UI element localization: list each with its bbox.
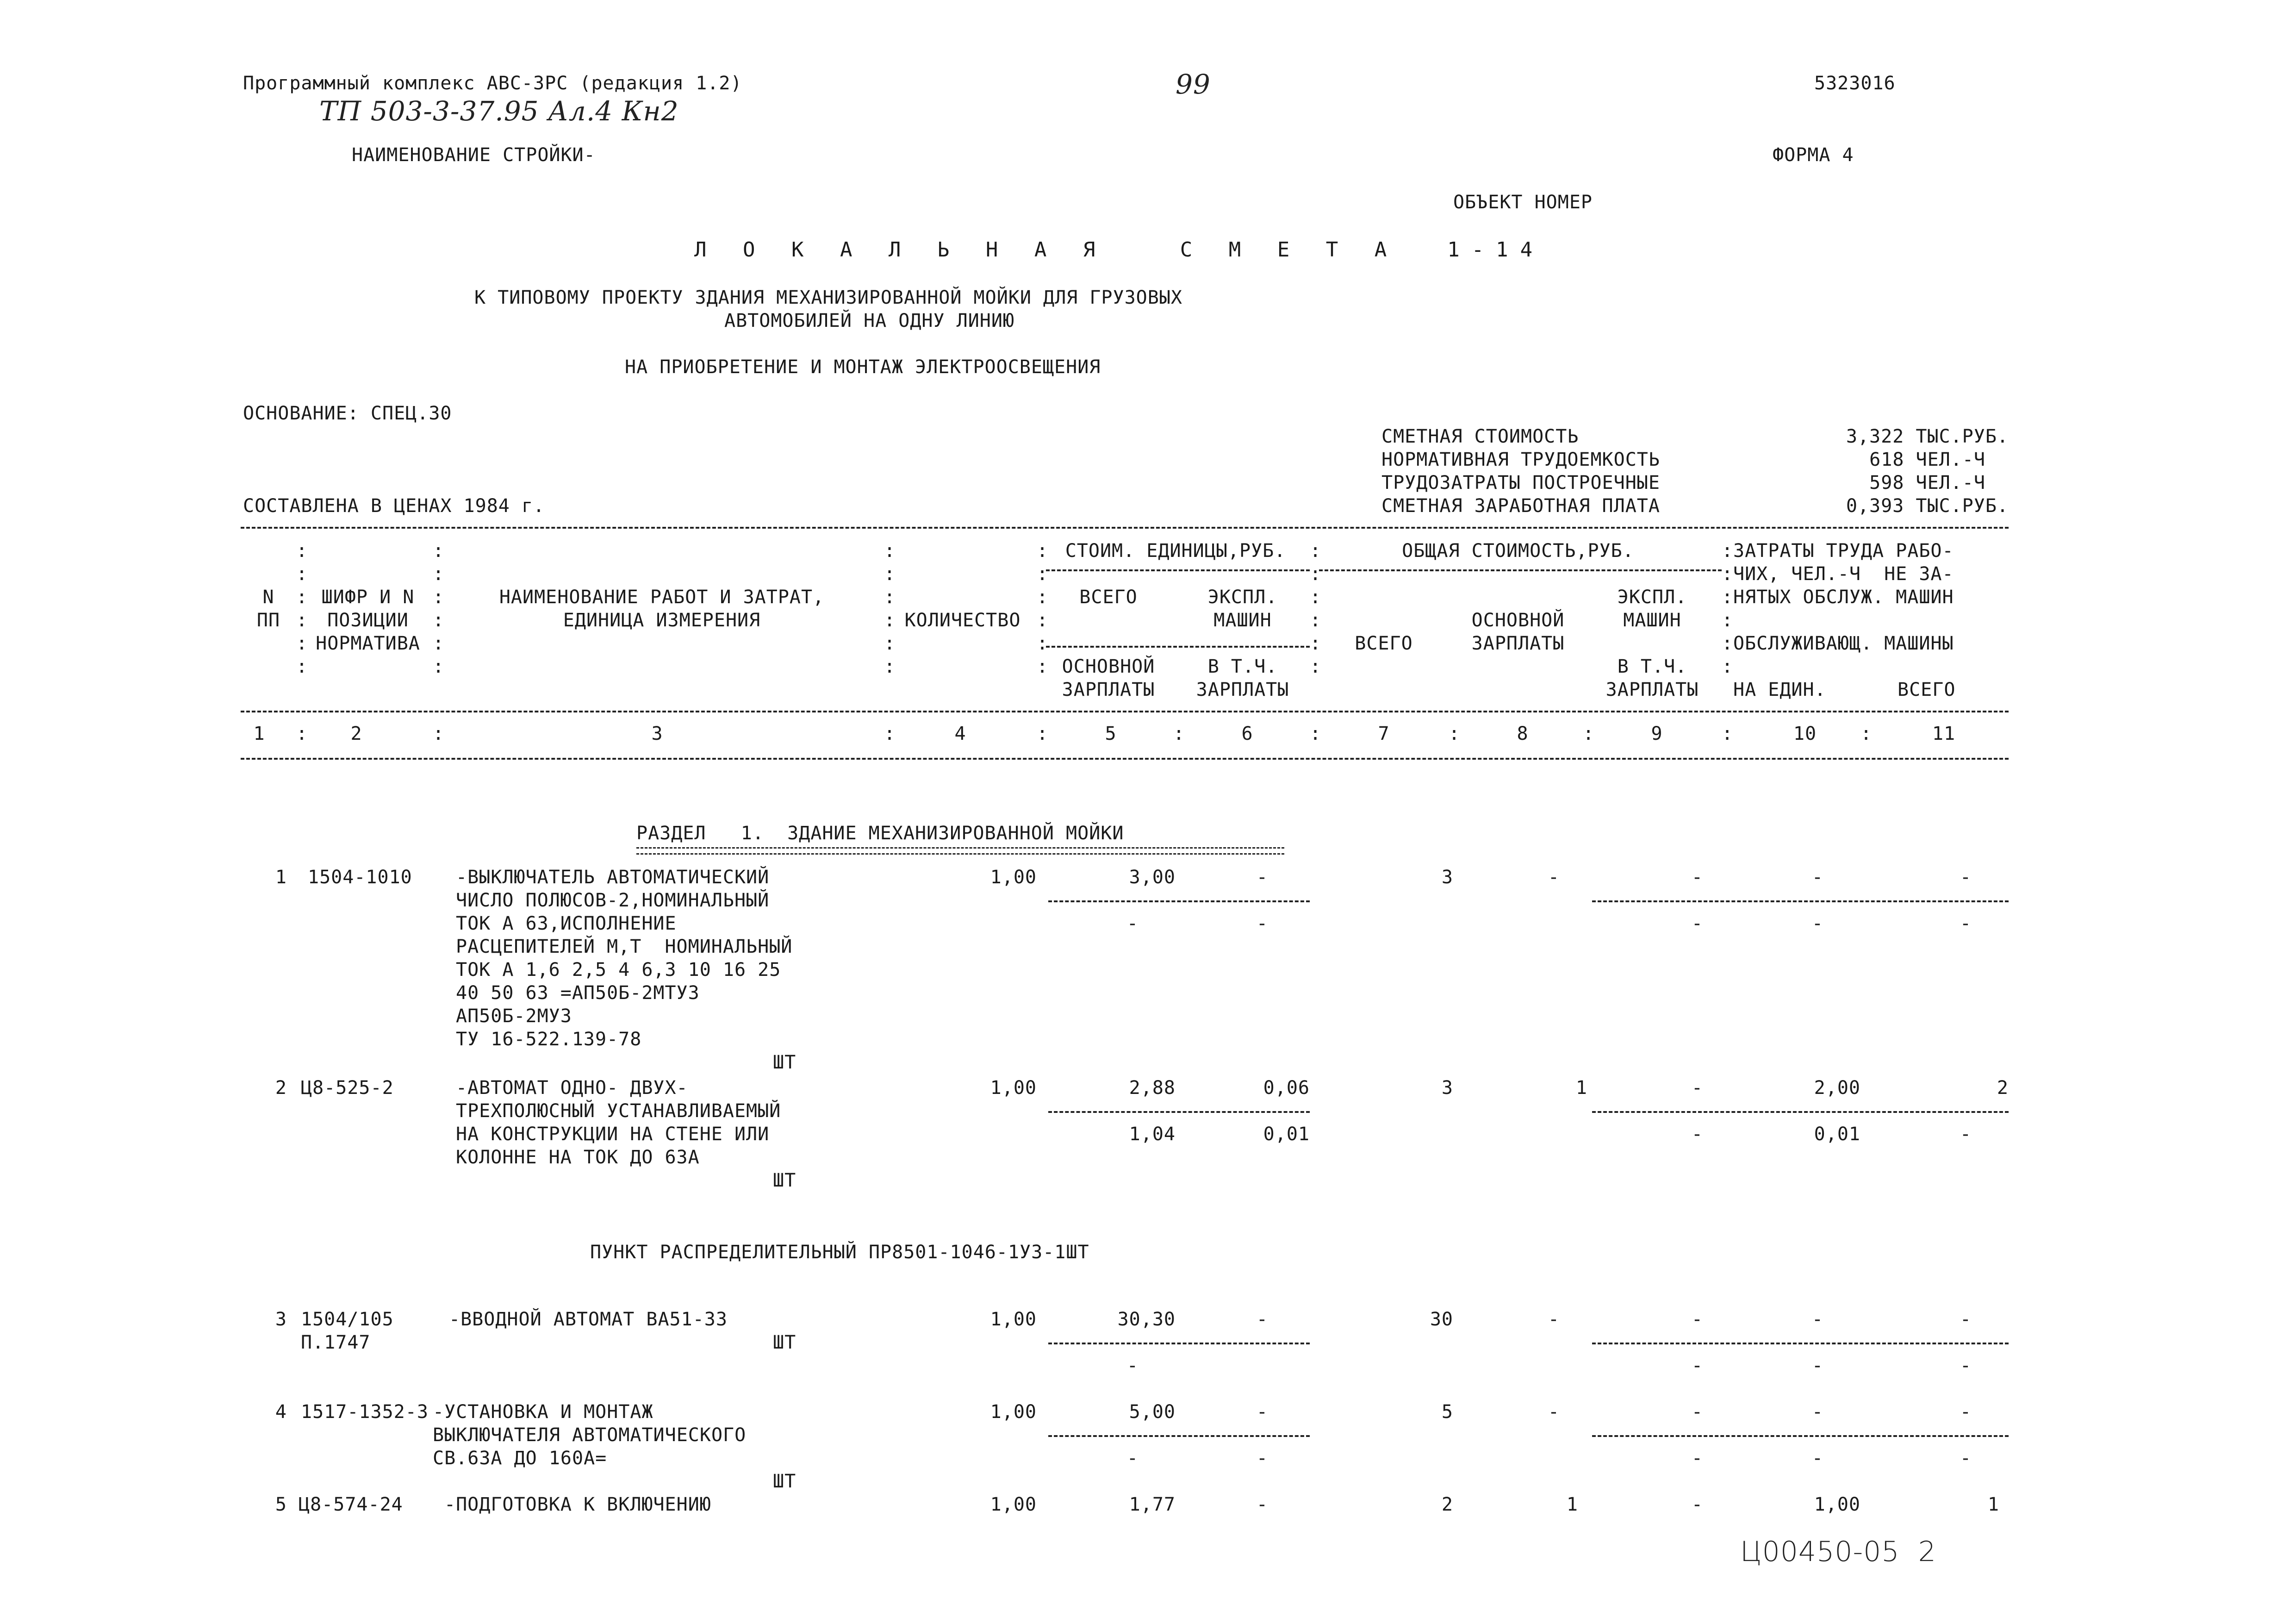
row-total-machines: - [1691,867,1703,888]
row-name: -АВТОМАТ ОДНО- ДВУХ- ТРЕХПОЛЮСНЫЙ УСТАНАВЛИВАЕМЫЙ НА КОНСТРУКЦИИ НА СТЕНЕ ИЛИ КОЛОННЕ НА ТОК ДО 63А [456,1077,781,1168]
row-labor-unit: - [1811,1309,1823,1330]
header-col-code: ШИФР И N ПОЗИЦИИ НОРМАТИВА [316,587,420,654]
form-label: ФОРМА 4 [1773,144,1854,166]
col-number-separators: : [1310,723,1322,744]
row-code: 1517-1352-3 [301,1401,429,1423]
row-labor-total-b: - [1960,1124,1972,1145]
header-group-unit-cost: СТОИМ. ЕДИНИЦЫ,РУБ. [1065,540,1286,562]
summary-value-labor-site: 598 ЧЕЛ.-Ч [1869,472,1985,493]
row-labor-unit: - [1811,1401,1823,1423]
section-title: РАЗДЕЛ 1. ЗДАНИЕ МЕХАНИЗИРОВАННОЙ МОЙКИ [636,823,1124,844]
row-num: 4 [275,1401,287,1423]
document-code: 5323016 [1814,73,1896,94]
row-rule-right [1592,1111,2009,1113]
row-labor-unit-b: - [1811,1448,1823,1469]
row-labor-total-b: - [1960,913,1972,934]
page-number: 99 [1176,69,1211,100]
row-labor-unit: 1,00 [1814,1494,1860,1515]
row-rule [1048,1111,1310,1113]
row-unit-machines-salary: - [1256,1448,1268,1469]
header-col-num: N ПП [256,587,280,631]
row-total: 3 [1441,1077,1453,1099]
col-number-separators: : [433,723,445,744]
header-separators-5: : : : : : : [1310,540,1322,677]
row-code: Ц8-525-2 [301,1077,394,1099]
row-total: 30 [1430,1309,1453,1330]
row-labor-unit-b: 0,01 [1814,1124,1860,1145]
header-total-all: ВСЕГО [1355,633,1413,654]
header-mid-rule [241,711,2009,712]
col-number-separators: : [1722,723,1734,744]
col-number-separators: : [1583,723,1595,744]
row-unit-machines: - [1256,867,1268,888]
header-unit-rule [1046,569,1310,571]
row-labor-unit: - [1811,867,1823,888]
row-qty: 1,00 [990,1309,1037,1330]
row-total-machines: - [1691,1077,1703,1099]
row-unit-salary: - [1126,1355,1139,1376]
row-unit: ШТ [773,1332,796,1353]
header-total-salary: ОСНОВНОЙ ЗАРПЛАТЫ [1471,610,1565,654]
row-unit-salary: 1,04 [1129,1124,1176,1145]
basis-label: ОСНОВАНИЕ: СПЕЦ.30 [243,403,452,424]
header-unit-total: ВСЕГО [1079,587,1138,608]
header-separators-3: : : : : : : [884,540,896,677]
program-name: Программный комплекс АВС-3РС (редакция 1.2) [243,73,742,94]
header-total-machines-salary: В Т.Ч. ЗАРПЛАТЫ [1605,656,1699,700]
row-labor-total: - [1960,1309,1972,1330]
header-separators-4: : : : : : : [1037,540,1049,677]
section-underline [636,847,1284,855]
row-rule [1048,1435,1310,1437]
row-total-machines-salary: - [1691,1448,1703,1469]
row-rule-right [1592,1343,2009,1344]
title-line-3: НА ПРИОБРЕТЕНИЕ И МОНТАЖ ЭЛЕКТРООСВЕЩЕНИЯ [625,356,1101,378]
summary-value-salary: 0,393 ТЫС.РУБ. [1846,495,2009,517]
row-unit: ШТ [773,1052,796,1073]
col-number-3: 3 [651,723,663,744]
summary-label-salary: СМЕТНАЯ ЗАРАБОТНАЯ ПЛАТА [1381,495,1660,517]
row-unit-machines: - [1256,1401,1268,1423]
col-number-separators: : [1173,723,1185,744]
row-labor-total-b: - [1960,1448,1972,1469]
row-unit-total: 2,88 [1129,1077,1176,1099]
header-labor-total: ВСЕГО [1898,679,1956,700]
object-number-label: ОБЪЕКТ НОМЕР [1453,192,1593,213]
col-number-4: 4 [954,723,966,744]
row-total-salary: - [1548,1309,1560,1330]
row-labor-total-b: - [1960,1355,1972,1376]
col-number-2: 2 [350,723,362,744]
row-unit-total: 3,00 [1129,867,1176,888]
row-rule [1048,1343,1310,1344]
row-unit-machines: - [1256,1309,1268,1330]
row-unit-total: 30,30 [1117,1309,1176,1330]
col-number-separators: : [296,723,308,744]
row-labor-unit-b: - [1811,913,1823,934]
col-number-10: 10 [1793,723,1817,744]
row-total-machines: - [1691,1494,1703,1515]
header-group-labor: ЗАТРАТЫ ТРУДА РАБО- ЧИХ, ЧЕЛ.-Ч НЕ ЗА- НЯТЫХ ОБСЛУЖ. МАШИН [1733,540,1954,608]
col-number-6: 6 [1241,723,1253,744]
estimate-title: Л О К А Л Ь Н А Я С М Е Т А 1-14 [694,238,1545,262]
col-number-1: 1 [253,723,265,744]
project-handwritten: ТП 503-3-37.95 Ал.4 Кн2 [319,95,679,127]
row-qty: 1,00 [990,1077,1037,1099]
row-total: 2 [1441,1494,1453,1515]
row-name: -УСТАНОВКА И МОНТАЖ ВЫКЛЮЧАТЕЛЯ АВТОМАТИЧЕСКОГО СВ.63А ДО 160А= [433,1401,747,1469]
row-unit: ШТ [773,1471,796,1492]
header-labor-unit: НА ЕДИН. [1733,679,1826,700]
title-line-2: АВТОМОБИЛЕЙ НА ОДНУ ЛИНИЮ [724,310,1015,331]
row-name: -ВЫКЛЮЧАТЕЛЬ АВТОМАТИЧЕСКИЙ ЧИСЛО ПОЛЮСОВ-2,НОМИНАЛЬНЫЙ ТОК А 63,ИСПОЛНЕНИЕ РАСЦЕПИТЕЛЕЙ М,Т НОМИНАЛЬНЫЙ ТОК А 1,6 2,5 4 6,3 10 16 25 40 50 63 =АП50Б-2МТУЗ АП50Б-2МУЗ ТУ 16-522.139-78 [456,867,793,1050]
row-labor-total: - [1960,867,1972,888]
col-number-separators: : [884,723,896,744]
col-number-separators: : [1860,723,1873,744]
row-labor-total: - [1960,1401,1972,1423]
row-unit-machines: - [1256,1494,1268,1515]
row-qty: 1,00 [990,1401,1037,1423]
prices-label: СОСТАВЛЕНА В ЦЕНАХ 1984 г. [243,495,545,517]
row-total-machines: - [1691,1309,1703,1330]
row-total-salary: 1 [1566,1494,1578,1515]
subsection-title: ПУНКТ РАСПРЕДЕЛИТЕЛЬНЫЙ ПР8501-1046-1УЗ-1ШТ [590,1242,1089,1263]
row-code: 1504-1010 [308,867,412,888]
header-col-qty: КОЛИЧЕСТВО [904,610,1021,631]
row-rule [1048,900,1310,902]
row-total-machines-salary: - [1691,1124,1703,1145]
row-rule-right [1592,900,2009,902]
col-number-5: 5 [1105,723,1117,744]
header-unit-machines: ЭКСПЛ. МАШИН [1207,587,1278,631]
row-unit-salary: - [1126,913,1139,934]
row-labor-total: 1 [1987,1494,1999,1515]
header-separators: : : : : : : [296,540,308,677]
row-code: 1504/105 П.1747 [301,1309,394,1353]
row-total-salary: - [1548,1401,1560,1423]
row-unit-machines-salary: - [1256,913,1268,934]
footer-handwritten-code: Ц00450-05 2 [1740,1536,1936,1568]
row-rule-right [1592,1435,2009,1437]
header-unit-salary: ОСНОВНОЙ ЗАРПЛАТЫ [1062,656,1155,700]
row-qty: 1,00 [990,1494,1037,1515]
row-total-salary: - [1548,867,1560,888]
summary-label-labor-norm: НОРМАТИВНАЯ ТРУДОЕМКОСТЬ [1381,449,1660,470]
row-num: 2 [275,1077,287,1099]
col-number-11: 11 [1932,723,1956,744]
title-line-1: К ТИПОВОМУ ПРОЕКТУ ЗДАНИЯ МЕХАНИЗИРОВАННОЙ МОЙКИ ДЛЯ ГРУЗОВЫХ [474,287,1183,308]
row-qty: 1,00 [990,867,1037,888]
col-number-9: 9 [1651,723,1663,744]
header-total-rule [1319,569,1722,571]
header-top-rule [241,527,2009,529]
row-unit-total: 5,00 [1129,1401,1176,1423]
header-group-total-cost: ОБЩАЯ СТОИМОСТЬ,РУБ. [1402,540,1634,562]
row-unit-salary: - [1126,1448,1139,1469]
header-unit-rule-2 [1046,646,1310,648]
row-unit: ШТ [773,1170,796,1191]
row-total-machines-salary: - [1691,1355,1703,1376]
header-total-machines: ЭКСПЛ. МАШИН [1617,587,1687,631]
row-num: 5 [275,1494,287,1515]
row-total-machines: - [1691,1401,1703,1423]
row-total-machines-salary: - [1691,913,1703,934]
row-labor-total: 2 [1997,1077,2009,1099]
header-labor-service: ОБСЛУЖИВАЮЩ. МАШИНЫ [1733,633,1954,654]
row-unit-machines-salary: 0,01 [1263,1124,1310,1145]
header-separators-6: : : : : : : [1722,540,1734,677]
header-unit-machines-salary: В Т.Ч. ЗАРПЛАТЫ [1196,656,1289,700]
col-number-8: 8 [1517,723,1529,744]
row-total: 3 [1441,867,1453,888]
row-labor-unit: 2,00 [1814,1077,1860,1099]
header-bottom-rule [241,758,2009,760]
row-name: -ПОДГОТОВКА К ВКЛЮЧЕНИЮ [444,1494,711,1515]
row-labor-unit-b: - [1811,1355,1823,1376]
col-number-separators: : [1449,723,1461,744]
header-col-name: НАИМЕНОВАНИЕ РАБОТ И ЗАТРАТ, ЕДИНИЦА ИЗМЕРЕНИЯ [499,587,825,631]
row-total-salary: 1 [1575,1077,1587,1099]
summary-value-labor-norm: 618 ЧЕЛ.-Ч [1869,449,1985,470]
row-code: Ц8-574-24 [299,1494,403,1515]
row-total: 5 [1441,1401,1453,1423]
summary-value-cost: 3,322 ТЫС.РУБ. [1846,426,2009,447]
summary-label-cost: СМЕТНАЯ СТОИМОСТЬ [1381,426,1579,447]
row-unit-total: 1,77 [1129,1494,1176,1515]
construction-label: НАИМЕНОВАНИЕ СТРОЙКИ- [352,144,596,166]
row-name: -ВВОДНОЙ АВТОМАТ ВА51-33 [449,1309,728,1330]
summary-label-labor-site: ТРУДОЗАТРАТЫ ПОСТРОЕЧНЫЕ [1381,472,1660,493]
row-num: 1 [275,867,287,888]
row-unit-machines: 0,06 [1263,1077,1310,1099]
col-number-separators: : [1037,723,1049,744]
row-num: 3 [275,1309,287,1330]
header-separators-2: : : : : : : [433,540,445,677]
col-number-7: 7 [1378,723,1390,744]
